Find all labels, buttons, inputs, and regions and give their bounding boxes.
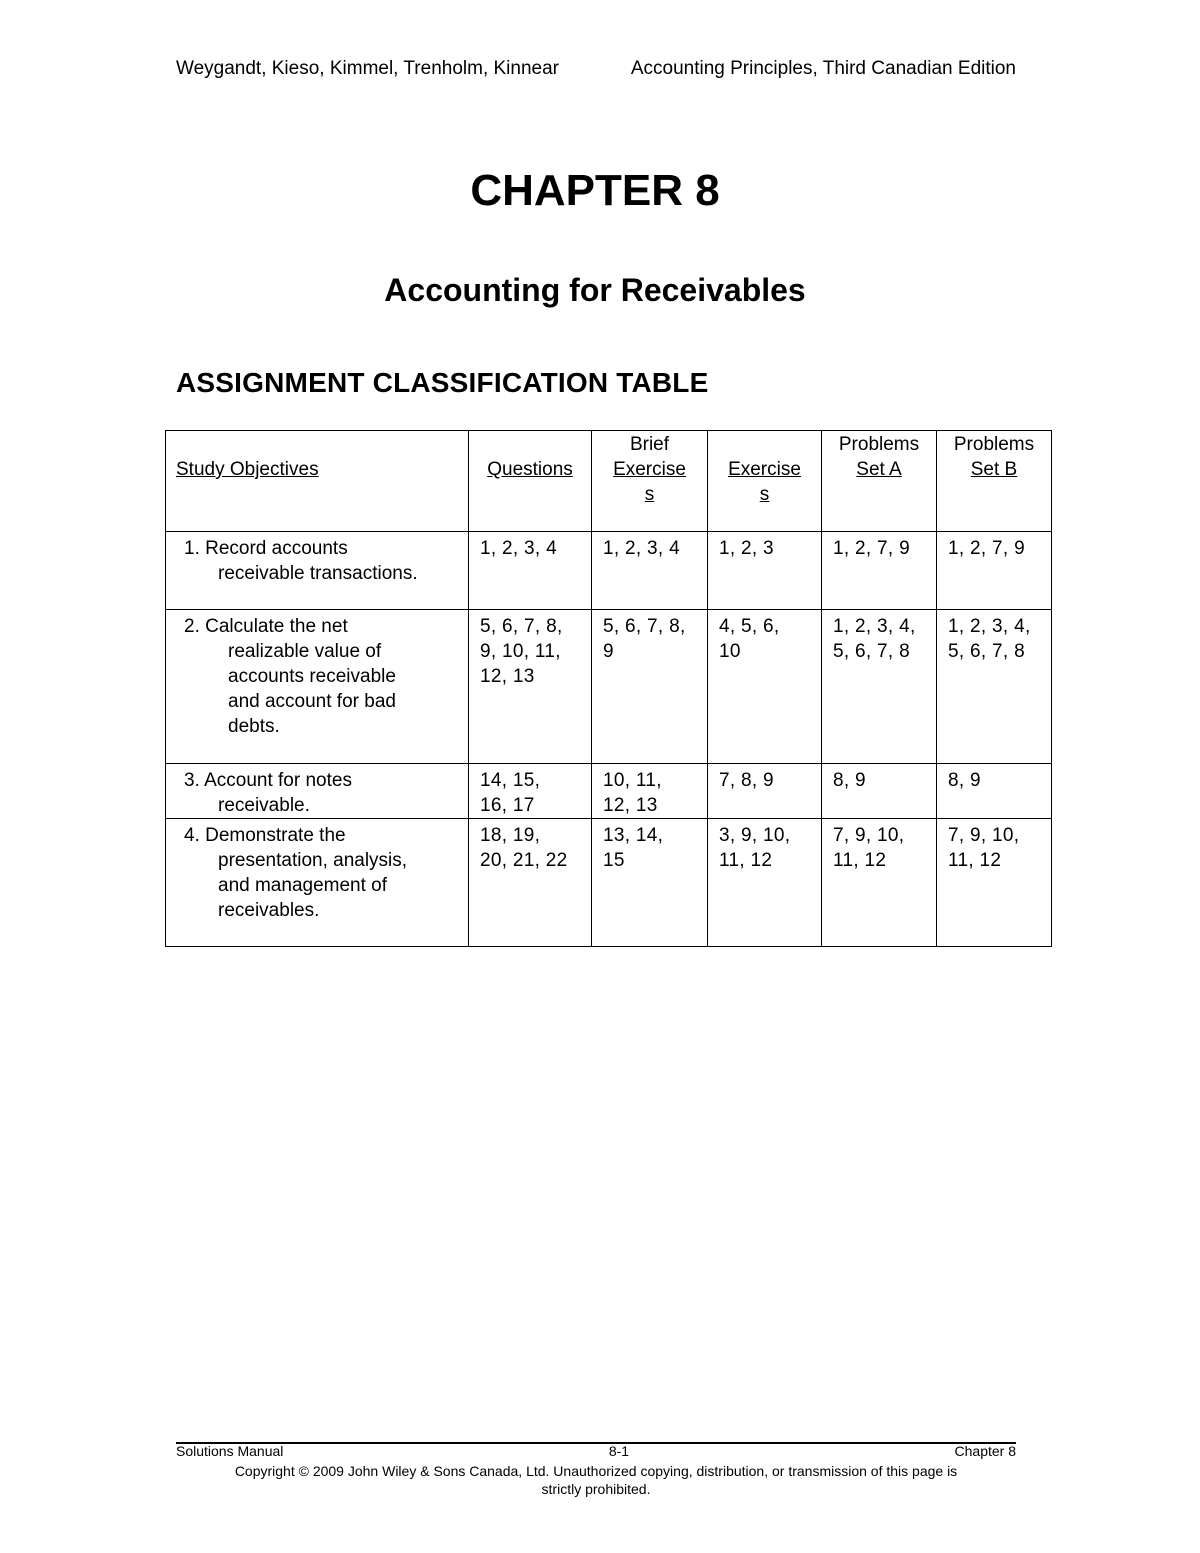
table-header-row — [166, 431, 1052, 532]
problems-set-b-cell — [937, 532, 1052, 610]
problems-set-a-cell — [822, 819, 937, 947]
header-exercises-cell — [708, 431, 822, 532]
cell-text: 7, 8, 9 — [719, 770, 774, 791]
cell-text: 9 — [603, 641, 614, 662]
chapter-title: CHAPTER 8 — [470, 166, 720, 215]
cell-text: 14, 15, — [480, 770, 541, 791]
table-row — [166, 764, 1052, 819]
header-exercises-mid: Exercise — [728, 459, 801, 480]
header-questions: Questions — [487, 459, 573, 480]
footer-right: Chapter 8 — [954, 1443, 1016, 1459]
header-problems-set-b-cell — [937, 431, 1052, 532]
header-book-title: Accounting Principles, Third Canadian Edition — [630, 58, 1016, 79]
objective-text: 1. Record accounts — [184, 538, 348, 559]
header-study-objectives-cell — [166, 431, 469, 532]
questions-cell — [469, 610, 592, 764]
cell-text: 1, 2, 3, 4, — [948, 616, 1031, 637]
cell-text: 1, 2, 7, 9 — [948, 538, 1025, 559]
cell-text: 10 — [719, 641, 741, 662]
footer-copyright — [176, 1462, 1016, 1498]
table-row — [166, 532, 1052, 610]
header-questions-cell — [469, 431, 592, 532]
problems-set-a-cell — [822, 764, 937, 819]
header-exercises-end: s — [759, 484, 770, 505]
problems-set-b-cell — [937, 819, 1052, 947]
header-pb-bottom: Set B — [970, 459, 1018, 480]
cell-text: 1, 2, 3, 4, — [833, 616, 916, 637]
objective-text: receivables. — [218, 900, 320, 921]
objective-cell — [166, 819, 469, 947]
exercises-cell — [708, 610, 822, 764]
cell-text: 15 — [603, 850, 625, 871]
cell-text: 7, 9, 10, — [948, 825, 1020, 846]
objective-text: 3. Account for notes — [184, 770, 352, 791]
problems-set-a-cell — [822, 610, 937, 764]
cell-text: 1, 2, 3 — [719, 538, 774, 559]
questions-cell — [469, 819, 592, 947]
cell-text: 8, 9 — [833, 770, 866, 791]
problems-set-b-cell — [937, 610, 1052, 764]
copyright-line: strictly prohibited. — [541, 1481, 651, 1497]
cell-text: 1, 2, 3, 4 — [603, 538, 680, 559]
running-header — [176, 58, 1016, 80]
cell-text: 5, 6, 7, 8 — [833, 641, 910, 662]
table-row — [166, 819, 1052, 947]
exercises-cell — [708, 532, 822, 610]
objective-text: presentation, analysis, — [218, 850, 408, 871]
header-pa-top: Problems — [838, 434, 920, 455]
problems-set-a-cell — [822, 532, 937, 610]
cell-text: 8, 9 — [948, 770, 981, 791]
assignment-classification-table — [165, 430, 1052, 947]
brief-exercises-cell — [592, 610, 708, 764]
questions-cell — [469, 532, 592, 610]
objective-text: realizable value of — [228, 641, 382, 662]
exercises-cell — [708, 764, 822, 819]
brief-exercises-cell — [592, 532, 708, 610]
objective-cell — [166, 764, 469, 819]
cell-text: 18, 19, — [480, 825, 541, 846]
exercises-cell — [708, 819, 822, 947]
header-brief-end: s — [644, 484, 655, 505]
cell-text: 5, 6, 7, 8, — [480, 616, 563, 637]
questions-cell — [469, 764, 592, 819]
footer-page-number: 8-1 — [608, 1443, 630, 1459]
header-brief-mid: Exercise — [613, 459, 686, 480]
header-brief-top: Brief — [629, 434, 670, 455]
header-brief-exercises-cell — [592, 431, 708, 532]
cell-text: 5, 6, 7, 8 — [948, 641, 1025, 662]
section-title: ASSIGNMENT CLASSIFICATION TABLE — [176, 367, 709, 398]
cell-text: 11, 12 — [948, 850, 1002, 871]
cell-text: 1, 2, 7, 9 — [833, 538, 910, 559]
chapter-subtitle: Accounting for Receivables — [384, 272, 806, 308]
footer — [176, 1443, 1016, 1459]
header-study-objectives: Study Objectives — [176, 459, 319, 480]
cell-text: 12, 13 — [480, 666, 535, 687]
copyright-line: Copyright © 2009 John Wiley & Sons Canada, Ltd. Unauthorized copying, distribution, or transmission of this page is — [234, 1463, 958, 1479]
footer-left: Solutions Manual — [176, 1443, 284, 1459]
cell-text: 11, 12 — [833, 850, 887, 871]
cell-text: 9, 10, 11, — [480, 641, 561, 662]
cell-text: 3, 9, 10, — [719, 825, 791, 846]
cell-text: 12, 13 — [603, 795, 658, 816]
objective-text: receivable. — [218, 795, 310, 816]
cell-text: 13, 14, — [603, 825, 664, 846]
cell-text: 10, 11, — [603, 770, 662, 791]
objective-cell — [166, 610, 469, 764]
cell-text: 7, 9, 10, — [833, 825, 905, 846]
problems-set-b-cell — [937, 764, 1052, 819]
cell-text: 20, 21, 22 — [480, 850, 568, 871]
brief-exercises-cell — [592, 819, 708, 947]
header-pb-top: Problems — [953, 434, 1035, 455]
objective-text: and account for bad — [228, 691, 396, 712]
objective-text: receivable transactions. — [218, 563, 418, 584]
objective-cell — [166, 532, 469, 610]
header-problems-set-a-cell — [822, 431, 937, 532]
cell-text: 16, 17 — [480, 795, 535, 816]
objective-text: 4. Demonstrate the — [184, 825, 346, 846]
cell-text: 11, 12 — [719, 850, 773, 871]
cell-text: 5, 6, 7, 8, — [603, 616, 686, 637]
header-pa-bottom: Set A — [856, 459, 902, 480]
cell-text: 4, 5, 6, — [719, 616, 780, 637]
objective-text: 2. Calculate the net — [184, 616, 348, 637]
table-row — [166, 610, 1052, 764]
objective-text: and management of — [218, 875, 388, 896]
cell-text: 1, 2, 3, 4 — [480, 538, 557, 559]
objective-text: accounts receivable — [228, 666, 396, 687]
brief-exercises-cell — [592, 764, 708, 819]
header-authors: Weygandt, Kieso, Kimmel, Trenholm, Kinnear — [176, 58, 559, 79]
objective-text: debts. — [228, 716, 280, 737]
